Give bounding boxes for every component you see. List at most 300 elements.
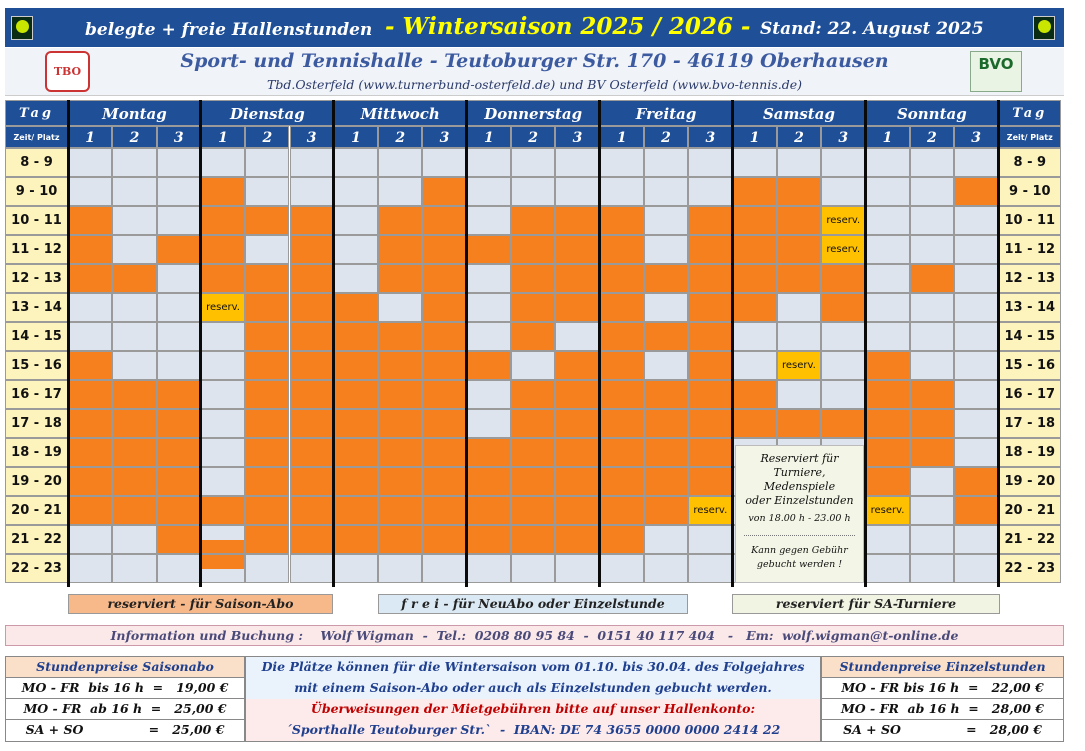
prices-single-box (821, 656, 1064, 742)
court-number: 1 (467, 126, 511, 148)
court-slot-free (910, 177, 954, 206)
time-slot-label: 18 - 19 (5, 438, 68, 467)
court-slot-free (157, 206, 201, 235)
half-booked-fill (158, 453, 200, 467)
court-slot-booked (688, 409, 732, 438)
court-slot-free (511, 554, 555, 583)
court-slot-free (954, 380, 998, 409)
court-slot-booked (157, 438, 201, 467)
court-slot-free (112, 235, 156, 264)
time-slot-label: 13 - 14 (998, 293, 1061, 322)
court-slot-booked (378, 380, 422, 409)
court-slot-booked (910, 264, 954, 293)
day-divider (864, 100, 867, 587)
court-slot-free (467, 293, 511, 322)
court-slot-free (555, 148, 599, 177)
court-slot-free (378, 177, 422, 206)
note-line: Kann gegen Gebühr (751, 545, 848, 556)
court-slot-booked (334, 380, 378, 409)
court-slot-booked (688, 235, 732, 264)
court-slot-reserved: reserv. (821, 235, 865, 264)
court-slot-free (245, 177, 289, 206)
court-slot-booked (511, 496, 555, 525)
time-slot-label: 22 - 23 (998, 554, 1061, 583)
court-slot-booked (600, 264, 644, 293)
time-slot-label: 8 - 9 (998, 148, 1061, 177)
court-slot-booked (555, 206, 599, 235)
court-number: 2 (910, 126, 954, 148)
court-slot-free (644, 351, 688, 380)
court-slot-booked (157, 235, 201, 264)
half-booked-fill (202, 555, 244, 569)
court-slot-booked (378, 351, 422, 380)
prices-single-title: Stundenpreise Einzelstunden (822, 657, 1063, 678)
court-slot-booked (600, 525, 644, 554)
day-header-sonntag: Sonntag (865, 100, 998, 126)
court-slot-free (865, 177, 909, 206)
court-slot-booked (555, 467, 599, 496)
time-slot-label: 13 - 14 (5, 293, 68, 322)
court-number: 1 (865, 126, 909, 148)
price-row: MO - FR bis 16 h = 22,00 € (822, 678, 1063, 699)
court-number: 3 (954, 126, 998, 148)
court-slot-booked (777, 409, 821, 438)
time-slot-label: 21 - 22 (5, 525, 68, 554)
time-slot-label: 9 - 10 (5, 177, 68, 206)
court-slot-free (555, 322, 599, 351)
time-slot-label: 21 - 22 (998, 525, 1061, 554)
court-slot-booked (422, 177, 466, 206)
court-slot-free (201, 351, 245, 380)
court-number: 1 (733, 126, 777, 148)
court-slot-free (910, 525, 954, 554)
court-slot-booked (733, 380, 777, 409)
court-slot-booked (68, 467, 112, 496)
court-slot-booked (821, 293, 865, 322)
court-slot-booked (555, 409, 599, 438)
legend-abo: reserviert - für Saison-Abo (68, 594, 333, 614)
court-slot-free (910, 496, 954, 525)
court-slot-free (865, 525, 909, 554)
court-slot-reserved: reserv. (201, 293, 245, 322)
day-divider (731, 100, 734, 587)
court-slot-booked (910, 380, 954, 409)
court-number: 3 (688, 126, 732, 148)
court-slot-booked (600, 438, 644, 467)
court-slot-free (378, 293, 422, 322)
court-slot-booked (600, 293, 644, 322)
day-divider (598, 100, 601, 587)
court-slot-free (201, 380, 245, 409)
court-slot-free (467, 206, 511, 235)
court-slot-free (112, 177, 156, 206)
court-slot-free (112, 293, 156, 322)
time-slot-label: 19 - 20 (5, 467, 68, 496)
court-slot-free (777, 293, 821, 322)
court-slot-booked (290, 380, 334, 409)
court-slot-free (157, 293, 201, 322)
court-slot-booked (600, 467, 644, 496)
court-slot-free (600, 554, 644, 583)
header-left: belegte + freie Hallenstunden (85, 20, 373, 40)
court-slot-free (68, 554, 112, 583)
court-slot-free (954, 409, 998, 438)
court-slot-booked (245, 293, 289, 322)
tag-label: Tag (998, 100, 1061, 126)
court-slot-booked (290, 322, 334, 351)
half-booked-fill (379, 526, 421, 540)
court-slot-booked (334, 293, 378, 322)
court-slot-free (157, 264, 201, 293)
court-slot-booked (245, 409, 289, 438)
court-slot-booked (201, 177, 245, 206)
court-slot-free (910, 554, 954, 583)
court-slot-booked (68, 235, 112, 264)
time-slot-label: 11 - 12 (998, 235, 1061, 264)
time-slot-label: 20 - 21 (998, 496, 1061, 525)
court-number: 2 (112, 126, 156, 148)
court-slot-booked (733, 177, 777, 206)
court-slot-free (954, 554, 998, 583)
day-divider (465, 100, 468, 587)
legend-frei: f r e i - für NeuAbo oder Einzelstunde (378, 594, 688, 614)
court-slot-booked (511, 322, 555, 351)
court-slot-booked (290, 438, 334, 467)
court-number: 1 (334, 126, 378, 148)
court-slot-free (733, 351, 777, 380)
court-slot-free (821, 148, 865, 177)
court-slot-booked (644, 467, 688, 496)
court-number: 2 (245, 126, 289, 148)
court-slot-free (777, 322, 821, 351)
court-slot-booked (422, 322, 466, 351)
day-divider (997, 100, 1000, 587)
court-slot-free (954, 438, 998, 467)
court-slot-free (334, 148, 378, 177)
court-slot-booked (334, 409, 378, 438)
court-slot-free (378, 554, 422, 583)
court-slot-booked (688, 206, 732, 235)
court-slot-free (157, 322, 201, 351)
court-slot-free (378, 148, 422, 177)
court-slot-free (467, 148, 511, 177)
court-slot-booked (422, 206, 466, 235)
price-row: SA + SO = 28,00 € (843, 722, 1042, 737)
court-slot-booked (245, 380, 289, 409)
court-slot-reserved: reserv. (777, 351, 821, 380)
court-slot-booked (378, 322, 422, 351)
court-slot-free (954, 148, 998, 177)
court-slot-booked (245, 264, 289, 293)
court-slot-booked (733, 264, 777, 293)
court-slot-booked (112, 409, 156, 438)
court-slot-free (954, 235, 998, 264)
subheader (5, 48, 1064, 96)
court-slot-booked (865, 467, 909, 496)
court-slot-free (644, 148, 688, 177)
tennis-ball-icon (1033, 16, 1055, 40)
court-slot-booked (555, 235, 599, 264)
court-slot-booked (511, 525, 555, 554)
note-line: von 18.00 h - 23.00 h (748, 513, 851, 524)
court-slot-booked (954, 177, 998, 206)
court-number: 2 (511, 126, 555, 148)
court-slot-free (201, 467, 245, 496)
court-slot-booked (290, 351, 334, 380)
time-slot-label: 12 - 13 (5, 264, 68, 293)
court-number: 1 (68, 126, 112, 148)
court-slot-free (688, 148, 732, 177)
court-slot-booked (378, 496, 422, 525)
info-line: Die Plätze können für die Wintersaison vom 01.10. bis 30.04. des Folgejahres (261, 659, 805, 674)
court-slot-booked (644, 496, 688, 525)
court-slot-free (865, 293, 909, 322)
court-slot-booked (511, 380, 555, 409)
court-number: 1 (201, 126, 245, 148)
court-slot-booked (511, 264, 555, 293)
court-slot-booked (245, 351, 289, 380)
court-slot-booked (201, 235, 245, 264)
court-slot-free (201, 554, 245, 583)
court-slot-booked (334, 467, 378, 496)
prices-abo-box (5, 656, 245, 742)
court-slot-booked (378, 409, 422, 438)
court-slot-free (865, 148, 909, 177)
court-slot-booked (467, 235, 511, 264)
court-slot-booked (290, 467, 334, 496)
court-slot-booked (600, 235, 644, 264)
court-slot-free (201, 409, 245, 438)
half-booked-fill (158, 482, 200, 496)
court-slot-free (422, 148, 466, 177)
court-slot-reserved: reserv. (688, 496, 732, 525)
court-slot-free (68, 177, 112, 206)
time-slot-label: 10 - 11 (5, 206, 68, 235)
court-slot-free (644, 525, 688, 554)
court-slot-booked (334, 496, 378, 525)
court-slot-free (201, 525, 245, 554)
court-slot-free (334, 554, 378, 583)
court-slot-booked (954, 496, 998, 525)
court-slot-free (777, 148, 821, 177)
court-slot-free (910, 351, 954, 380)
court-slot-booked (112, 380, 156, 409)
day-header-samstag: Samstag (733, 100, 866, 126)
court-slot-booked (733, 293, 777, 322)
court-slot-booked (555, 496, 599, 525)
tennis-ball-icon (11, 16, 33, 40)
day-header-donnerstag: Donnerstag (467, 100, 600, 126)
court-slot-booked (422, 525, 466, 554)
court-number: 2 (777, 126, 821, 148)
season-title: - Wintersaison 2025 / 2026 - (385, 13, 751, 40)
info-line: mit einem Saison-Abo oder auch als Einzelstunden gebucht werden. (294, 680, 772, 695)
court-slot-free (865, 264, 909, 293)
time-slot-label: 22 - 23 (5, 554, 68, 583)
court-slot-booked (157, 467, 201, 496)
time-slot-label: 12 - 13 (998, 264, 1061, 293)
court-slot-booked (777, 206, 821, 235)
court-slot-booked (910, 409, 954, 438)
court-slot-free (644, 235, 688, 264)
court-slot-booked (865, 438, 909, 467)
court-slot-booked (511, 409, 555, 438)
time-slot-label: 9 - 10 (998, 177, 1061, 206)
club-links[interactable]: Tbd.Osterfeld (www.turnerbund-osterfeld.de) und BV Osterfeld (www.bvo-tennis.de) (267, 77, 802, 92)
court-slot-free (511, 177, 555, 206)
court-slot-booked (157, 380, 201, 409)
court-slot-booked (157, 409, 201, 438)
court-slot-free (511, 148, 555, 177)
court-slot-free (865, 322, 909, 351)
court-slot-reserved: reserv. (865, 496, 909, 525)
legend-turnier: reserviert für SA-Turniere (732, 594, 1000, 614)
court-slot-free (245, 148, 289, 177)
court-slot-booked (422, 264, 466, 293)
court-slot-free (954, 293, 998, 322)
court-slot-booked (422, 438, 466, 467)
court-slot-booked (733, 235, 777, 264)
court-number: 3 (555, 126, 599, 148)
court-slot-booked (68, 438, 112, 467)
day-header-mittwoch: Mittwoch (334, 100, 467, 126)
day-header-freitag: Freitag (600, 100, 733, 126)
court-slot-booked (378, 467, 422, 496)
half-booked-fill (202, 540, 244, 554)
tag-label: Tag (5, 100, 68, 126)
court-slot-free (422, 554, 466, 583)
court-slot-free (600, 148, 644, 177)
note-line: gebucht werden ! (756, 559, 843, 570)
price-row: SA + SO = 25,00 € (25, 722, 225, 737)
info-line: Überweisungen der Mietgebühren bitte auf unser Hallenkonto: (246, 699, 820, 720)
day-divider (332, 100, 335, 587)
court-slot-free (910, 293, 954, 322)
court-slot-free (644, 554, 688, 583)
court-slot-booked (422, 409, 466, 438)
court-slot-booked (290, 525, 334, 554)
court-slot-booked (688, 351, 732, 380)
time-slot-label: 19 - 20 (998, 467, 1061, 496)
court-slot-free (112, 525, 156, 554)
turnier-note (735, 445, 864, 583)
court-slot-booked (511, 293, 555, 322)
court-slot-booked (290, 264, 334, 293)
court-slot-booked (555, 438, 599, 467)
court-slot-booked (777, 235, 821, 264)
court-slot-booked (422, 351, 466, 380)
court-slot-booked (334, 525, 378, 554)
court-slot-booked (422, 496, 466, 525)
court-slot-booked (688, 438, 732, 467)
court-slot-booked (467, 467, 511, 496)
time-slot-label: 18 - 19 (998, 438, 1061, 467)
court-slot-free (600, 177, 644, 206)
court-slot-booked (688, 380, 732, 409)
court-slot-free (112, 206, 156, 235)
note-line: oder Einzelstunden (745, 494, 854, 507)
zeit-platz-label: Zeit/ Platz (5, 126, 68, 148)
court-slot-booked (821, 409, 865, 438)
contact-info: Information und Buchung : Wolf Wigman - Tel.: 0208 80 95 84 - 0151 40 117 404 - Em: wolf.wigman@t-online.de (5, 625, 1064, 646)
time-slot-label: 15 - 16 (5, 351, 68, 380)
court-slot-free (68, 322, 112, 351)
court-slot-booked (290, 206, 334, 235)
time-slot-label: 17 - 18 (5, 409, 68, 438)
court-slot-booked (378, 235, 422, 264)
court-slot-free (644, 177, 688, 206)
court-slot-free (112, 351, 156, 380)
court-slot-booked (112, 467, 156, 496)
court-slot-booked (334, 351, 378, 380)
note-line: Turniere, (773, 466, 826, 479)
court-slot-free (467, 380, 511, 409)
court-slot-booked (600, 351, 644, 380)
court-slot-booked (245, 496, 289, 525)
time-slot-label: 20 - 21 (5, 496, 68, 525)
court-slot-free (157, 351, 201, 380)
court-slot-booked (467, 351, 511, 380)
court-slot-booked (245, 525, 289, 554)
court-slot-booked (865, 409, 909, 438)
time-slot-label: 17 - 18 (998, 409, 1061, 438)
court-slot-booked (555, 380, 599, 409)
court-slot-free (245, 235, 289, 264)
court-slot-booked (422, 235, 466, 264)
court-slot-booked (600, 496, 644, 525)
court-slot-free (910, 467, 954, 496)
court-slot-free (467, 409, 511, 438)
court-slot-booked (467, 525, 511, 554)
court-slot-booked (68, 206, 112, 235)
court-slot-booked (600, 206, 644, 235)
court-slot-booked (68, 409, 112, 438)
court-slot-booked (555, 264, 599, 293)
court-slot-booked (290, 235, 334, 264)
court-slot-booked (644, 438, 688, 467)
zeit-platz-label: Zeit/ Platz (998, 126, 1061, 148)
court-slot-free (201, 322, 245, 351)
court-slot-booked (334, 322, 378, 351)
court-slot-booked (688, 293, 732, 322)
court-slot-free (821, 177, 865, 206)
bvo-logo: BVO (970, 51, 1022, 92)
time-slot-label: 15 - 16 (998, 351, 1061, 380)
time-slot-label: 14 - 15 (5, 322, 68, 351)
court-slot-booked (467, 438, 511, 467)
iban-line: ´Sporthalle Teutoburger Str.` - IBAN: DE 74 3655 0000 0000 2414 22 (246, 720, 820, 741)
court-slot-free (555, 177, 599, 206)
court-slot-free (954, 206, 998, 235)
court-slot-free (467, 554, 511, 583)
court-slot-free (68, 293, 112, 322)
court-slot-booked (378, 438, 422, 467)
note-divider (744, 535, 855, 536)
price-row: MO - FR ab 16 h = 25,00 € (6, 699, 244, 720)
court-slot-free (865, 206, 909, 235)
court-number: 3 (290, 126, 334, 148)
court-slot-booked (378, 264, 422, 293)
court-slot-booked (112, 438, 156, 467)
court-slot-free (112, 322, 156, 351)
court-slot-free (954, 264, 998, 293)
court-slot-reserved: reserv. (821, 206, 865, 235)
court-slot-booked (555, 351, 599, 380)
court-slot-free (644, 293, 688, 322)
court-slot-free (245, 554, 289, 583)
court-slot-free (68, 148, 112, 177)
court-slot-booked (157, 496, 201, 525)
